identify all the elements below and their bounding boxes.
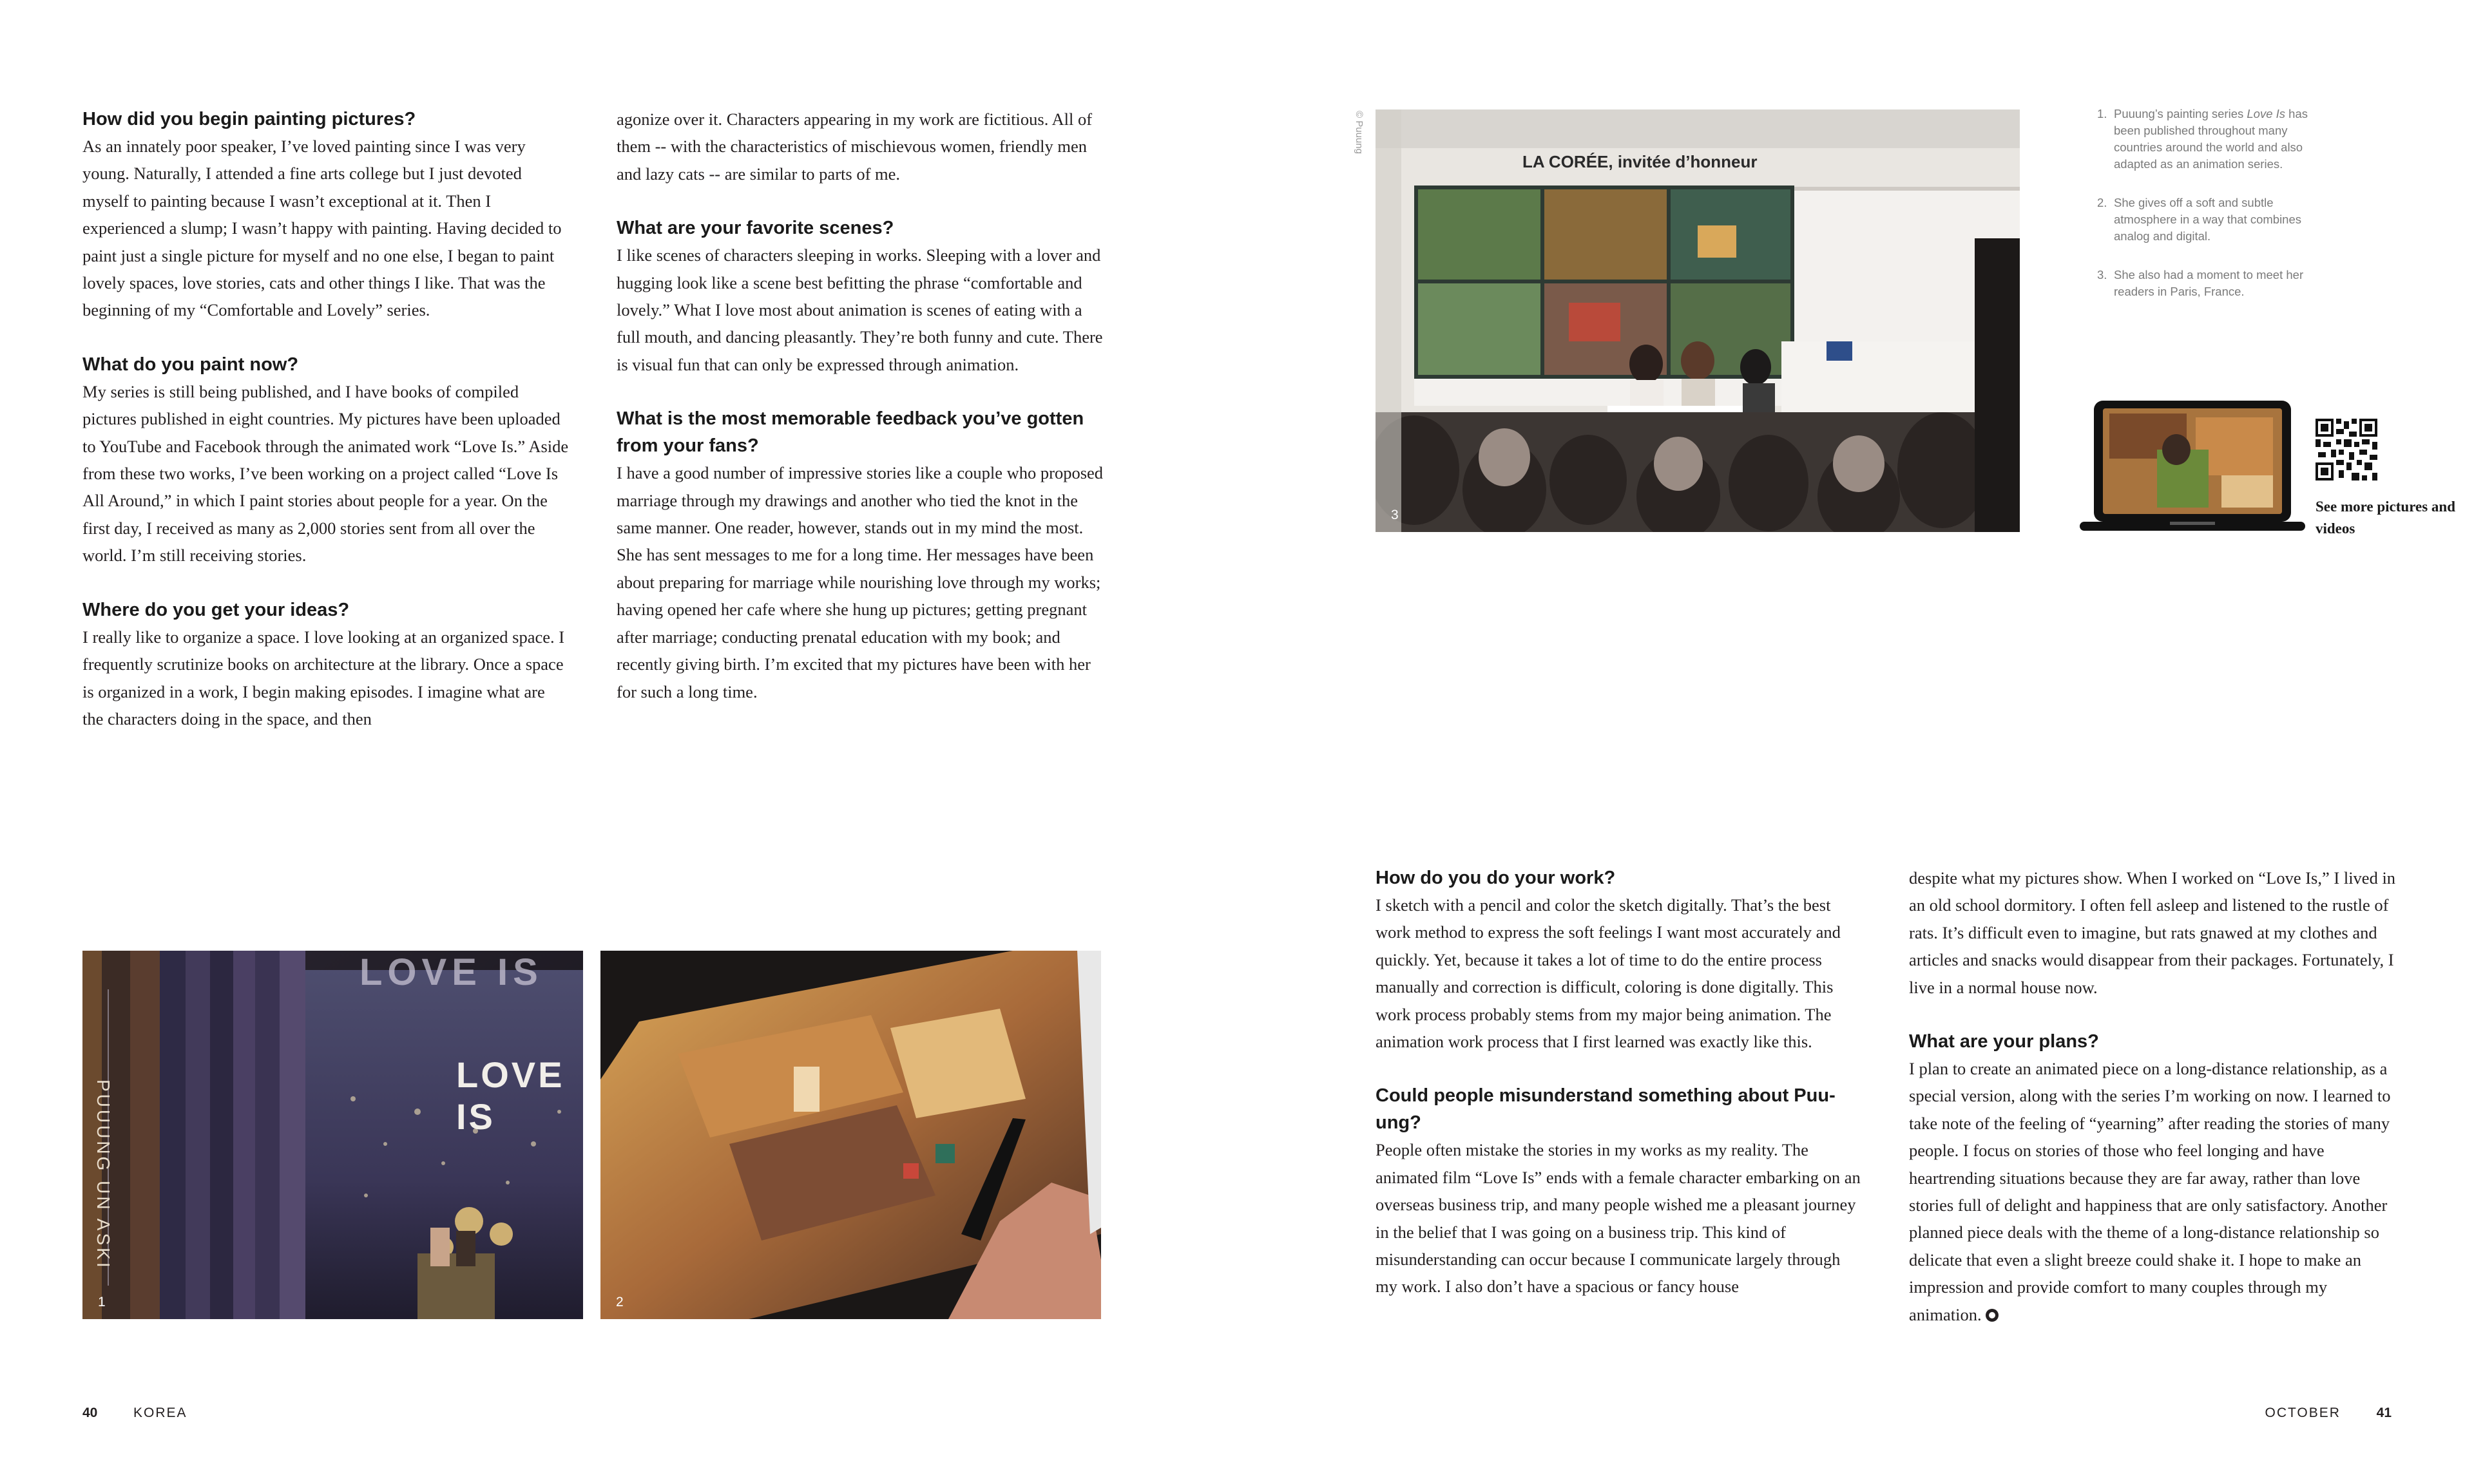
laptop-icon: [2080, 398, 2305, 533]
continued-paragraph: agonize over it. Characters appearing in my work are fictitious. All of them -- with the characteristics of mischievous women, friendly men and lazy cats -- are similar to parts of me.: [617, 109, 1093, 184]
right-column-2: [1909, 864, 2396, 1328]
continued-paragraph: despite what my pictures show. When I worked on “Love Is,” I lived in an old school dormitory. I often fell asleep and listened to the rustle of rats. It’s difficult even to imagine, but rats gnawed at my clothes and articles and snacks would disappear from their packages. Fortunately, I live in a normal house now.: [1909, 868, 2396, 997]
book-spine-text: PUUUNG UN ASKI: [93, 1080, 113, 1270]
answer-text: I plan to create an animated piece on a long-distance relationship, as a special version, along with the series I’m working on now. I learned to take note of the feeling of “yearning” after reading the stories of many people. I focus on stories of those who feel longing and have heartrending situations because they are far away, rather than love stories full of delight and happiness that are only satisfactory. Another planned piece deals with the theme of a long-distance relationship so delicate that even a slight breeze could shake it. I hope to make an impression and provide comfort to many couples through my animation.: [1909, 1059, 2391, 1324]
caption-item: [2097, 106, 2329, 173]
photo-paris-event: [1376, 109, 2020, 532]
answer-paragraph: I like scenes of characters sleeping in works. Sleeping with a lover and hugging look like a scene best befitting the phrase “comfortable and lovely.” What I love most about animation is scenes of eating with a full mouth, and dancing pleasantly. They’re both funny and cute. There is visual fun that can only be expressed through animation.: [617, 245, 1103, 374]
footer-right: [2265, 1405, 2392, 1421]
book-cover-title: LOVE IS: [456, 1054, 565, 1137]
end-mark-icon: [1986, 1309, 1999, 1322]
caption-text: Puuung’s painting series: [2114, 107, 2247, 120]
question-heading: What do you paint now?: [82, 354, 299, 375]
question-heading: What are your plans?: [1909, 1031, 2099, 1052]
qr-code-icon[interactable]: [2316, 419, 2377, 480]
section-label-right: OCTOBER: [2265, 1405, 2341, 1420]
caption-title: Love Is: [2247, 107, 2286, 120]
caption-number: 3.: [2097, 268, 2107, 281]
footer-left: [82, 1405, 187, 1421]
question-heading: Where do you get your ideas?: [82, 599, 350, 620]
caption-text: She gives off a soft and subtle atmosphere in a way that combines analog and digital.: [2114, 196, 2302, 243]
question-heading: What are your favorite scenes?: [617, 218, 894, 239]
caption-text: has been published throughout many countries around the world and also adapted as an animation series.: [2114, 107, 2308, 171]
answer-paragraph: I sketch with a pencil and color the sketch digitally. That’s the best work method to express the soft feelings I want most accurately and quickly. Yet, because it takes a lot of time to do the entire process manually and correction is difficult, coloring is done digitally. This work process probably stems from my major being animation. The animation work process that I first learned was exactly like this.: [1376, 895, 1841, 1052]
caption-item: [2097, 267, 2329, 300]
answer-paragraph: [1909, 1055, 2396, 1328]
see-more-link[interactable]: See more pictures and videos: [2316, 499, 2455, 537]
question-heading: How did you begin painting pictures?: [82, 109, 416, 129]
photo-captions: [2097, 106, 2329, 322]
photo-credit: [1352, 111, 1367, 169]
photo-credit-text: © Puuung: [1354, 111, 1365, 154]
answer-paragraph: People often mistake the stories in my works as my reality. The animated film “Love Is” ends with a female character embarking on an overseas business trip, and many people wished me a pleasant journey in the belief that I was going on a business trip. This kind of misunderstanding can occur because I communicate largely through my work. I also don’t have a spacious or fancy house: [1376, 1140, 1861, 1297]
page-number-left: 40: [82, 1405, 98, 1420]
answer-paragraph: I really like to organize a space. I love looking at an organized space. I frequently scrutinize books on architecture at the library. Once a space is organized in a work, I begin making episodes. I imagine what are the characters doing in the space, and then: [82, 627, 565, 728]
section-label-left: KOREA: [133, 1405, 187, 1420]
page-number-right: 41: [2376, 1405, 2392, 1420]
photo-number: 3: [1391, 508, 1399, 522]
caption-text: She also had a moment to meet her readers in Paris, France.: [2114, 268, 2304, 298]
answer-paragraph: As an innately poor speaker, I’ve loved painting since I was very young. Naturally, I attended a fine arts college but I just devoted myself to painting because I wasn’t exceptional at it. Then I experienced a slump; I wasn’t happy with painting. Having decided to paint just a single picture for myself and no one else, I began to paint lovely spaces, love stories, cats and other things I like. That was the beginning of my “Comfortable and Lovely” series.: [82, 137, 562, 320]
caption-number: 1.: [2097, 107, 2107, 120]
left-column-1: [82, 106, 570, 759]
photo-books-on-shelf: [82, 951, 583, 1319]
question-heading: How do you do your work?: [1376, 868, 1616, 888]
photo-number: 2: [616, 1295, 624, 1309]
caption-item: [2097, 195, 2329, 245]
event-banner-text: LA CORÉE, invitée d’honneur: [1522, 152, 1758, 171]
book-cover-title-top: LOVE IS: [360, 951, 543, 993]
right-column-1: [1376, 864, 1863, 1327]
question-heading: What is the most memorable feedback you’ve gotten from your fans?: [617, 408, 1084, 457]
answer-paragraph: I have a good number of impressive stories like a couple who proposed marriage through my drawings and another who tied the knot in the same manner. One reader, however, stands out in my mind the most. She has sent messages to me for a long time. Her messages have been about preparing for marriage while nourishing love through my works; having opened her cafe where she hung up pictures; getting pregnant after marriage; conducting prenatal education with my book; and recently giving birth. I’m excited that my pictures have been with her for such a long time.: [617, 463, 1104, 701]
left-column-2: [617, 106, 1104, 732]
question-heading: Could people misunderstand something about Puuung?: [1376, 1085, 1836, 1134]
photo-drawing-tablet: [600, 951, 1101, 1319]
answer-paragraph: My series is still being published, and I have books of compiled pictures published in eight countries. My pictures have been uploaded to YouTube and Facebook through the animated work “Love Is.” Aside from these two works, I’ve been working on a project called “Love Is All Around,” in which I paint stories about people for a year. On the first day, I received as many as 2,000 stories sent from all over the world. I’m still receiving stories.: [82, 381, 569, 566]
photo-number: 1: [98, 1295, 106, 1309]
caption-number: 2.: [2097, 196, 2107, 209]
